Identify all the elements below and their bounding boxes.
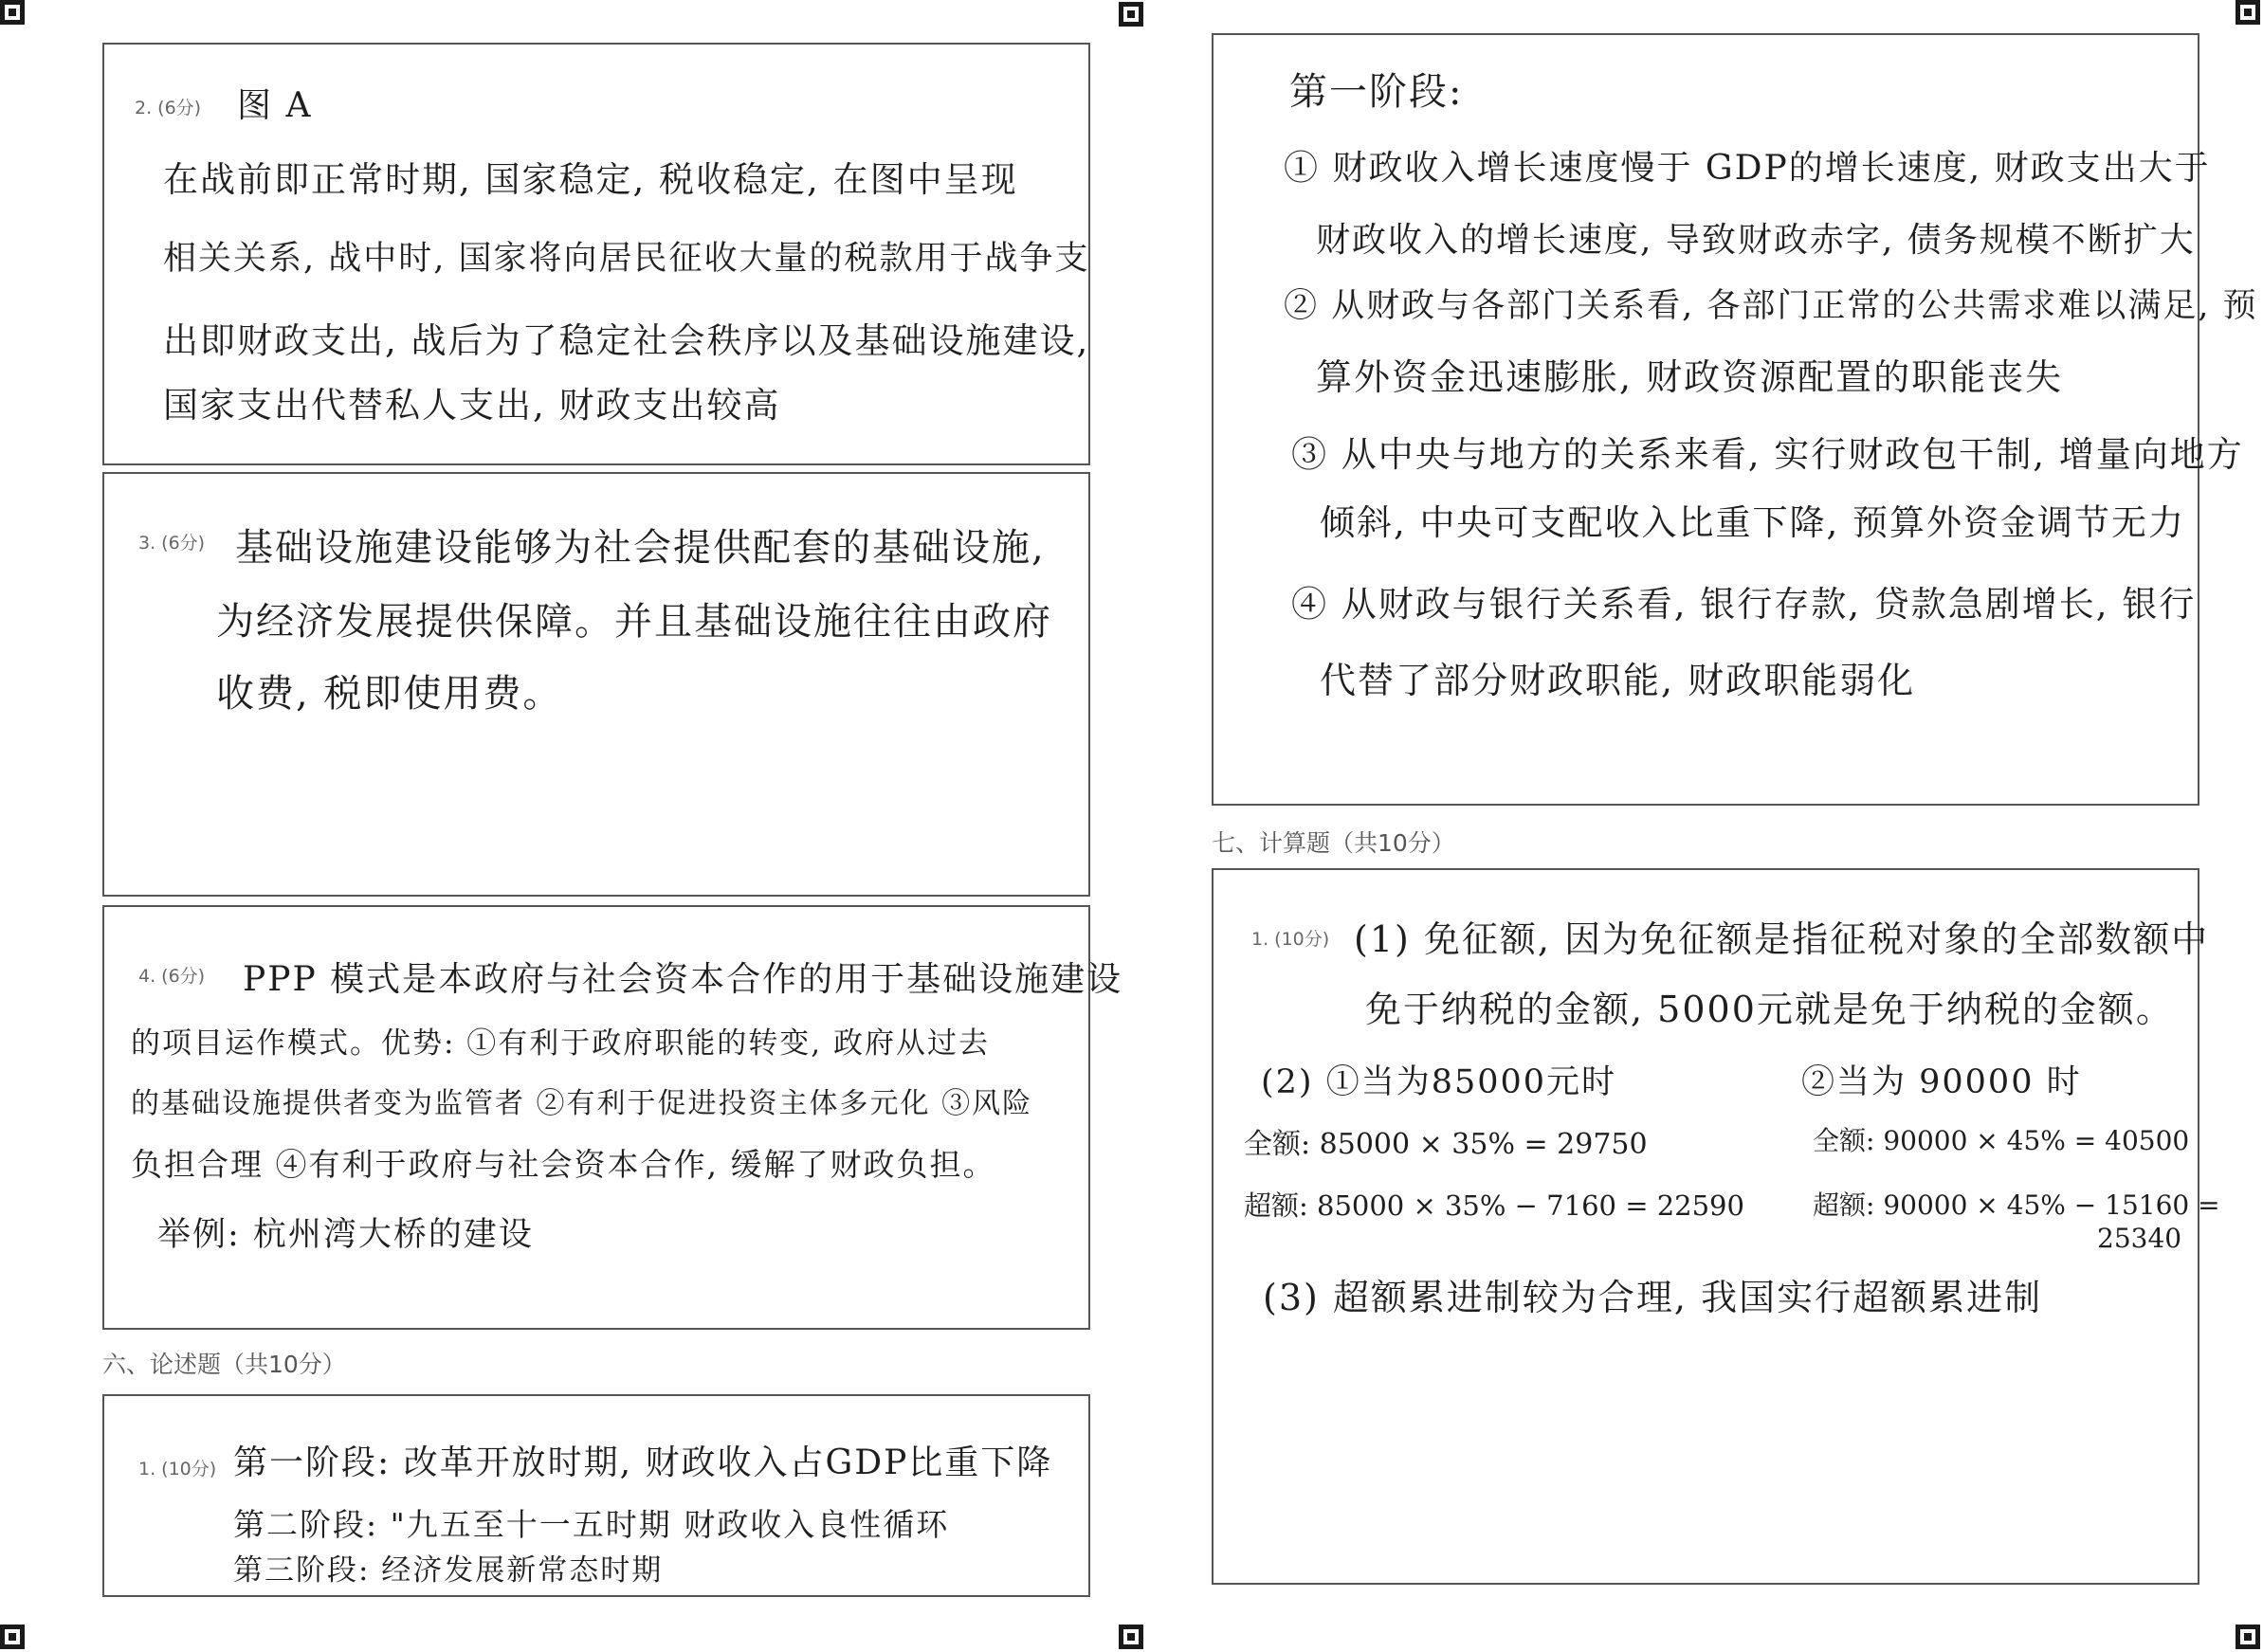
handwritten-line: 出即财政支出, 战后为了稳定社会秩序以及基础设施建设, [163,320,1090,361]
handwritten-line: 收费, 税即使用费。 [216,672,563,716]
handwritten-line: 全额: 90000 × 45% = 40500 [1813,1125,2190,1156]
handwritten-line: 负担合理 ④有利于政府与社会资本合作, 缓解了财政负担。 [131,1146,996,1183]
handwritten-line: (1) 免征额, 因为免征额是指征税对象的全部数额中 [1354,918,2210,960]
handwritten-line: 第三阶段: 经济发展新常态时期 [233,1553,664,1588]
handwritten-line: ① 财政收入增长速度慢于 GDP的增长速度, 财政支出大于 [1284,149,2211,188]
answer-box-calc-1 [1212,868,2220,1585]
answer-box-essay-continued [1212,33,2258,806]
handwritten-line: 第一阶段: 改革开放时期, 财政收入占GDP比重下降 [233,1443,1053,1482]
handwritten-line: 举例: 杭州湾大桥的建设 [157,1216,534,1254]
answer-box-q2 [102,43,1090,465]
handwritten-line: 的基础设施提供者变为监管者 ②有利于促进投资主体多元化 ③风险 [131,1087,1033,1120]
handwritten-line: 基础设施建设能够为社会提供配套的基础设施, [235,526,1046,570]
answer-box-q3 [102,472,1090,897]
corner-marker-top-right [2236,0,2260,25]
handwritten-line: 免于纳税的金额, 5000元就是免于纳税的金额。 [1365,989,2174,1030]
corner-marker-bottom-right [2236,1625,2260,1649]
handwritten-line: ③ 从中央与地方的关系来看, 实行财政包干制, 增量向地方 [1291,434,2244,475]
handwritten-line: ② 从财政与各部门关系看, 各部门正常的公共需求难以满足, 预 [1284,287,2258,325]
corner-marker-bottom-center [1119,1625,1143,1649]
handwritten-line: 超额: 85000 × 35% − 7160 = 22590 [1244,1189,1744,1222]
handwritten-line: 代替了部分财政职能, 财政职能弱化 [1320,660,1916,701]
handwritten-line: 算外资金迅速膨胀, 财政资源配置的职能丧失 [1316,356,2064,398]
handwritten-line: 国家支出代替私人支出, 财政支出较高 [163,385,781,426]
handwritten-line: 相关关系, 战中时, 国家将向居民征收大量的税款用于战争支 [163,240,1090,278]
handwritten-line: 在战前即正常时期, 国家稳定, 税收稳定, 在图中呈现 [163,159,1018,200]
handwritten-line: (2) ①当为85000元时 [1261,1063,1617,1101]
question-number: 2. (6分) [135,98,202,118]
question-number: 4. (6分) [138,966,206,987]
section-heading-7: 七、计算题（共10分） [1212,829,1455,857]
question-number: 1. (10分) [1251,929,1330,950]
corner-marker-bottom-left [0,1625,25,1649]
handwritten-line: ②当为 90000 时 [1801,1063,2082,1101]
handwritten-line: (3) 超额累进制较为合理, 我国实行超额累进制 [1263,1277,2043,1318]
corner-marker-top-center [1119,2,1143,27]
handwritten-line: 第二阶段: "九五至十一五时期 财政收入良性循环 [233,1506,950,1543]
handwritten-line: 图 A [237,86,313,125]
question-number: 3. (6分) [138,533,206,554]
handwritten-line: 的项目运作模式。优势: ①有利于政府职能的转变, 政府从过去 [131,1026,991,1061]
handwritten-line: ④ 从财政与银行关系看, 银行存款, 贷款急剧增长, 银行 [1291,584,2197,625]
corner-marker-top-left [0,0,25,25]
handwritten-line: 财政收入的增长速度, 导致财政赤字, 债务规模不断扩大 [1316,221,2196,260]
handwritten-line: 第一阶段: [1289,70,1464,114]
handwritten-line: 25340 [2097,1223,2182,1254]
answer-box-essay-1 [102,1394,1090,1597]
handwritten-line: 倾斜, 中央可支配收入比重下降, 预算外资金调节无力 [1320,502,2186,543]
handwritten-line: 全额: 85000 × 35% = 29750 [1244,1128,1648,1161]
handwritten-line: PPP 模式是本政府与社会资本合作的用于基础设施建设 [243,960,1123,999]
handwritten-line: 超额: 90000 × 45% − 15160 = [1813,1189,2220,1221]
handwritten-line: 为经济发展提供保障。并且基础设施往往由政府 [216,600,1052,644]
answer-box-q4 [102,905,1123,1330]
section-heading-6: 六、论述题（共10分） [102,1351,346,1378]
question-number: 1. (10分) [138,1459,217,1480]
